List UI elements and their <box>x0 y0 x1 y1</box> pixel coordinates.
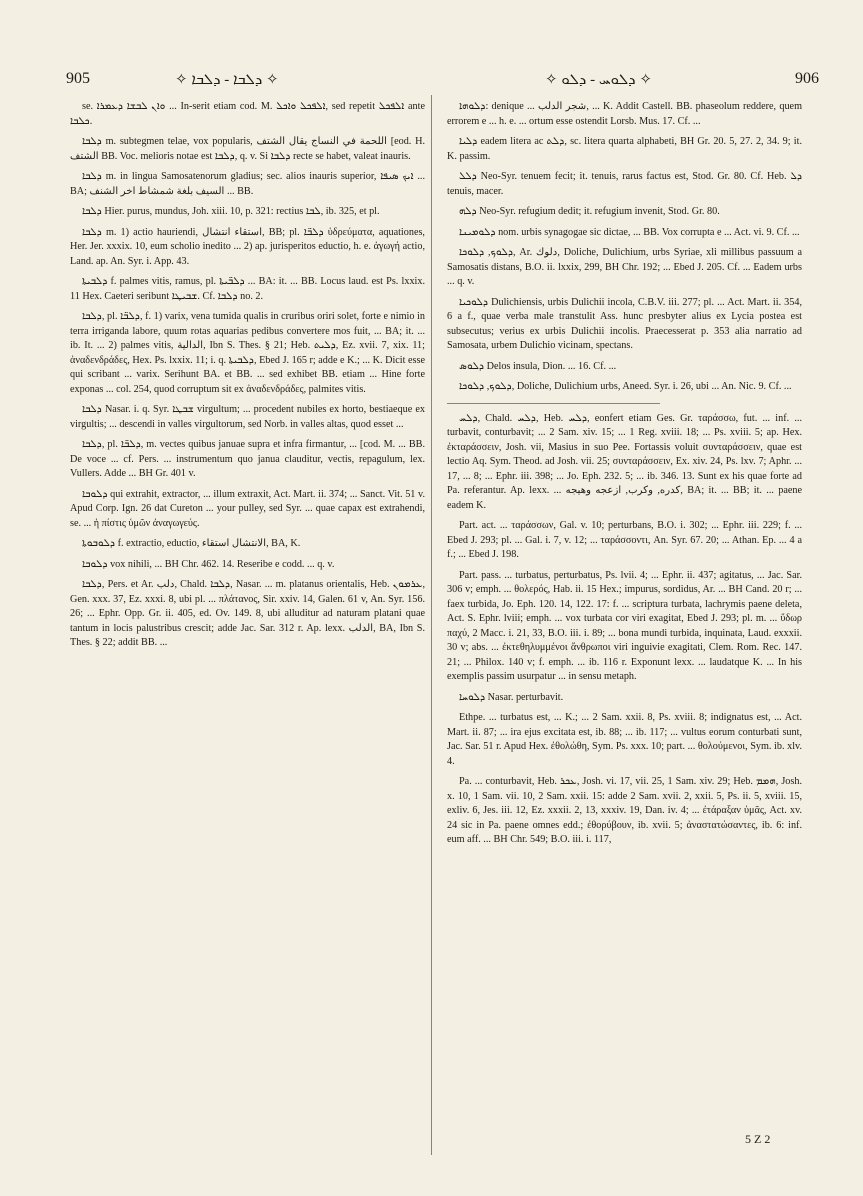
dictionary-entry: ܕܠܘܒܘܬܐ f. extractio, eductio, الانتشال استقاء, BA, K. <box>82 538 301 549</box>
left-page-number: 905 <box>66 70 90 87</box>
right-page-number: 906 <box>795 70 819 87</box>
dictionary-entry: se. ܘܐܢ ܠܒܫܐ ܕܥܡܪܐ ... In-serit etiam cod. M. ܐܠܦܟܠ ܘܐܟܠ, sed repetit ܐܠܦܟܠ ante ܟܠܒܐ. <box>70 101 425 127</box>
dictionary-entry: ܕܠܘܒܐ qui extrahit, extractor, ... illum extraxit, Act. Mart. ii. 374; ... Sanct. Vit. 51 v. Apud Corp. Ign. 26 dat Cureton ... your pulley, sed Syr. ... quae capax est extrahendi, se. ... ἡ πίστις ὑμῶν ἀναγωγεύς. <box>70 488 425 529</box>
dictionary-entry: ܕܠܘܟ, ܕܠܘܟܐ, Doliche, Dulichium urbs, Aneed. Syr. i. 26, ubi ... An. Nic. 9. Cf. ... <box>459 381 792 392</box>
page-header <box>0 0 863 96</box>
column-divider <box>431 95 432 1155</box>
dictionary-entry: Part. pass. ... turbatus, perturbatus, Ps. lvii. 4; ... Ephr. ii. 437; agitatus, ... Jac. Sar. 306 v; emph. ... θολερός, Hab. ii. 15 Hex.; impurus, sordidus, Ar. ... BH Cand. 20 r; ... faex turbida, Jo. Eph. 120. 14, 122. 17: f. ... scriptura turbata, lachrymis paene deleta, Act. S. Ephr. lviii; emph. ... vox turbata cor viri exagitat, Ebed J. 293; pl. m. ... ὕδωρ παχύ, 2 Macc. i. 21, 33, B.O. iii. i. 89; ... bona mundi turbida, inquinata, Laud. exxxii. 30 v; abs. ... ἐκτεθηλυμμένοι ἄνθρωποι viri inguivie exagitati, Clem. Rom. Rec. 147. 21; ... Philox. 140 v; f. emph. ... ib. 116 r. Exponunt lexx. ... laudatque K. ... In his exemplis passim usurpatur ... in sensu metaph. <box>447 569 802 682</box>
dictionary-entry: ܕܠܘܡܝܢܐ nom. urbis synagogae sic dictae, ... BB. Vox corrupta e ... Act. vi. 9. Cf. ... <box>459 226 800 238</box>
dictionary-entry: ܕܠܒܐ m. in lingua Samosatenorum gladius; sec. alios inauris superior, ܐܝܟ ܣܝܦܐ ... BA; السيف بلغة شمشاط اخر الشنف ... BB. <box>70 171 425 197</box>
dictionary-entry: ܕܠܒܝܬܐ f. palmes vitis, ramus, pl. ܕܠܒ̈ܝܬܐ ... BA: it. ... BB. Locus laud. est Ps. lxxix. 11 Hex. Caeteri seribunt ܫܒܝܛܐ. Cf. ܕܠܒܐ no. 2. <box>70 276 425 302</box>
dictionary-entry: ܕܠܒܐ m. subtegmen telae, vox popularis, اللحمة في النساج يقال الشتف [eod. H. الشتف BB. Voc. melioris notae est ܕܠܒܐ, q. v. Si ܕܠܒܐ recte se habet, valeat inauris. <box>70 136 425 162</box>
dictionary-entry: ܕܠܘܟ, ܕܠܘܟܐ, Ar. دلوك, Doliche, Dulichium, urbs Syriae, xli millibus passuum a Samosatis distans, B.O. ii. lxxix, 299, BH Chr. 192; ... Ebed J. 205. Cf. ... Eadem urbs ... q. v. <box>447 247 802 287</box>
dictionary-entry: Pa. ... conturbavit, Heb. ܥܟܪ, Josh. vi. 17, vii. 25, 1 Sam. xiv. 29; Heb. ܗܡܡ, Josh. x. 10, 1 Sam. vii. 10, 2 Sam. xxii. 15: adde 2 Sam. xvii. 2, xxii. 5, Ps. ii. 5, xviii. 15, exliv. 6, Jes. iii. 12, Ez. xxxii. 2, 13, xxxiv. 19, Dan. iv. 4; ... ἐτάραξαν ὑμᾶς, Act. xv. 24 sic in Pa. paene omnes edd.; ἐθορύβουν, ib. xvii. 5; ἀναστατώσαντες, ib. 6: inf. eum aff. ... BH Chr. 549; B.O. iii. i. 117, <box>447 776 802 845</box>
dictionary-entry: ܕܠܘܗܐ: denique ... شجر الدلب, ... K. Addit Castell. BB. phaseolum reddere, quem errorem e ... h. e. ... ortum esse ostendit Lorsb. Mus. 17. Cf. ... <box>447 101 802 127</box>
dictionary-entry: ܕܠܒܐ, Pers. et Ar. دلب, Chald. ܕܠܒܐ, Nasar. ... m. platanus orientalis, Heb. ܥܪܡܘܢ, Gen. xxx. 37, Ez. xxxi. 8, ubi pl. ... πλάτανος, Sir. xxiv. 14, Galen. 61 v, An. Syr. 156. 26; ... Ephr. Opp. Gr. ii. 405, ed. Ov. 149. 8, ubi alluditur ad naturam platani quae tantum in locis palustribus crescit; adde Jac. Sar. 312 r. Ap. lexx. الدلب, BA, Ibn S. Thes. § 22; addit BB. ... <box>70 579 425 648</box>
dictionary-entry: ܕܠܗ Neo-Syr. refugium dedit; it. refugium invenit, Stod. Gr. 80. <box>459 206 720 217</box>
right-running-title: ✧ ܕܠܘܚ - ܕܠܘ ✧ <box>545 72 652 88</box>
dictionary-entry: ܕܠܘܚܐ Nasar. perturbavit. <box>459 691 564 703</box>
dictionary-entry: Part. act. ... ταράσσων, Gal. v. 10; perturbans, B.O. i. 302; ... Ephr. iii. 229; f. ... Ebed J. 293; pl. ... Gal. i. 7, v. 12; ... ταράσσοντι, An. Syr. 67. 20; ... Athan. Ep. ... 4 a f.; ... Ebed J. 198. <box>447 520 802 560</box>
left-column <box>70 100 425 1150</box>
dictionary-entry: ܕܠܒܐ Hier. purus, mundus, Joh. xiii. 10, p. 321: rectius ܠܒܐ, ib. 325, et pl. <box>82 206 380 217</box>
dictionary-entry: ܕܠܘܟܝܐ Dulichiensis, urbis Dulichii incola, C.B.V. iii. 277; pl. ... Act. Mart. ii. 354, 6 a f., quae verba male transtulit Ass. hunc presbyter alius ex Lycia postea est subsecutus; verius ex urbis Dulichii incolis. Praecesserat p. 353 alia narratio ad Samosata, urbem Dulichio vicinam, spectans. <box>447 296 802 351</box>
left-running-title: ✧ ܕܠܒܐ - ܕܠܒܐ ✧ <box>175 72 279 88</box>
dictionary-entry: ܕܠܒܐ, pl. ܕܠܒ̈ܐ, f. 1) varix, vena tumida qualis in cruribus oriri solet, forte e nimio in terra irriganda labore, quum rotas aquarias pedibus convertere mos fuit, ... BA; it. ... ib. It. ... 2) palmes vitis, الدالية, Ibn S. Thes. § 21; Heb. ܕܠܝܬ, Ez. xvii. 7, xix. 11; ἀναδενδράδες, Hex. Ps. lxxix. 11; i. q. ܕܠܒܝܬܐ, Ebed J. 165 r; adde e K.; ... K. Dicit esse qui scribant ... varix. Serihunt BA. et BB. ... sed exhibet BB. etiam ... Hine forte exponas ... col. 254, quod corruptum sit ex ἀναδενδράδες, palmites vitis. <box>70 311 425 395</box>
section-rule <box>447 403 660 404</box>
dictionary-entry: ܕܠܘܒܐ vox nihili, ... BH Chr. 462. 14. Reseribe e codd. ... q. v. <box>82 558 335 570</box>
dictionary-entry: ܕܠܚ, Chald. ܕܠܚ, Heb. ܕܠܚ, eonfert etiam Ges. Gr. ταράσσω, fut. ... inf. ... turbavit, conturbavit; ... 2 Sam. xiv. 15; ... 1 Reg. xviii. 18; ... Ps. xviii. 5; ap. Hex. ἐκταράσσειν, Josh. vii, Masius in suo Pee. Fortassis voluit συνταράσσειν, quae est lectio Aq. Sym. Theod. ad Josh. vii. 25; συνταράσσειν, Ex. xiv. 24, Ps. lxv. 7; Aphr. ... 17, ... 8; ... Ephr. iii. 398; ... Jo. Eph. 232. 5; ... ib. 346. 13. Sunt ex his quae forte ad Pa. referantur. Ap. lexx. ... كدره, وكرب, ازعجه وهيجه, BA; it. ... BB; it. ... paene eadem K. <box>447 412 802 511</box>
signature-mark: 5 Z 2 <box>745 1132 771 1146</box>
dictionary-entry: ܕܠܠ Neo-Syr. tenuem fecit; it. tenuis, rarus factus est, Stod. Gr. 80. Cf. Heb. ܕܠ tenuis, macer. <box>447 171 802 197</box>
dictionary-entry: ܕܠܒܐ Nasar. i. q. Syr. ܫܒܛܐ virgultum; ... procedent nubiles ex horto, bestiaeque ex virgultis; ... descendi in valles virgultorum, sed Norb. in valles altas, quod esset ... <box>70 404 425 430</box>
dictionary-entry: Ethpe. ... turbatus est, ... K.; ... 2 Sam. xxii. 8, Ps. xviii. 8; indignatus est, ... Act. Mart. ii. 87; ... ira ejus excitata est, ib. 88; ... ib. 117; ... vultus eorum conturbati sunt, Jac. Sar. 51 r. Apud Hex. ἐθολώθη, Sym. Ps. xxx. 10; part. ... θολούμενοι, Sym. ib. xlv. 4. <box>447 712 802 767</box>
right-column <box>447 100 802 1150</box>
dictionary-entry: ܕܠܒܐ, pl. ܕܠܒ̈ܐ, m. vectes quibus januae supra et infra firmantur, ... [cod. M. ... BB. De voce ... cf. Pers. ... instrumentum quo janua clauditur, vectis, repagulum, lex. Vullers. Adde ... BH Gr. 401 v. <box>70 439 425 479</box>
dictionary-entry: ܕܠܒܐ m. 1) actio hauriendi, استقاء انتشال, BB; pl. ܕܠܒ̈ܐ ὑδρεύματα, aquationes, Her. Jer. xxxix. 10, eum scholio inedito ... 2) ap. jurisperitos eductio, h. e. ἀγωγή actio, Land. ap. An. Syr. i. App. 43. <box>70 226 425 267</box>
dictionary-entry: ܕܠܘܣ Delos insula, Dion. ... 16. Cf. ... <box>459 360 617 372</box>
dictionary-entry: ܕܠܝܐ eadem litera ac ܕܠܬ, sc. litera quarta alphabeti, BH Gr. 20. 5, 27. 2, 34. 9; it. K. passim. <box>447 136 802 162</box>
